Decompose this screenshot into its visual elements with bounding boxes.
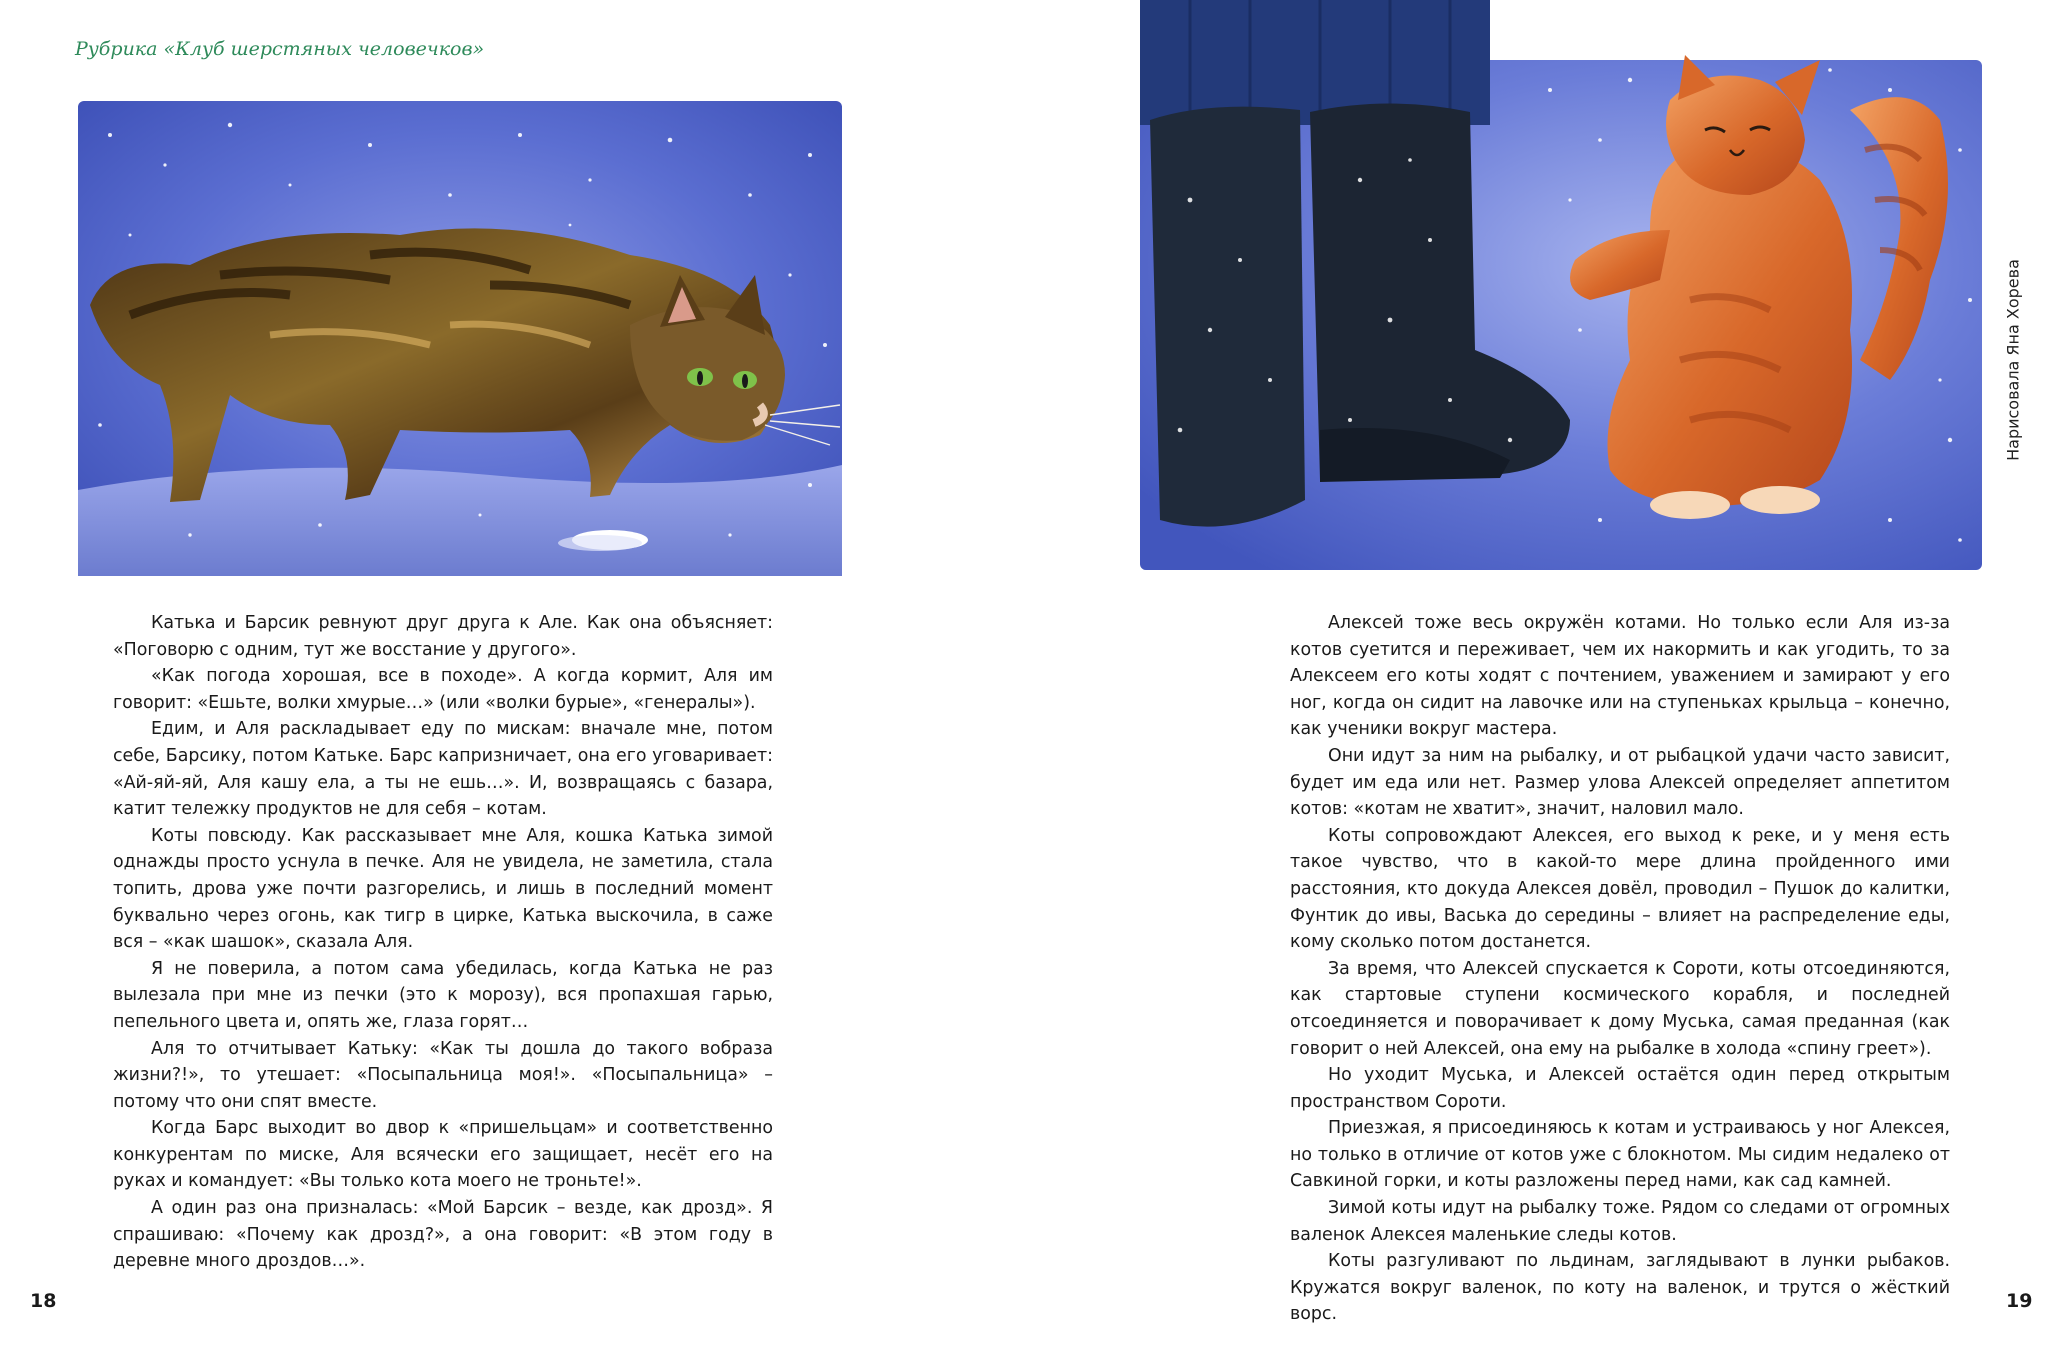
paragraph: А один раз она призналась: «Мой Барсик – везде, как дрозд». Я спрашиваю: «Почему как дрозд?», а она говорит: «В этом году в деревне много дроздов…». — [113, 1198, 773, 1272]
page-number-left: 18 — [30, 1290, 57, 1312]
paragraph: Когда Барс выходит во двор к «пришельцам» и соответственно конкурентам по миске, Аля всячески его защищает, несёт его на руках и командует: «Вы только кота моего не троньте!». — [113, 1118, 773, 1192]
left-text-column — [113, 610, 773, 1275]
right-text-column — [1290, 610, 1950, 1328]
rubric-heading: Рубрика «Клуб шерстяных человечков» — [75, 38, 485, 60]
paragraph: «Как погода хорошая, все в походе». А когда кормит, Аля им говорит: «Ешьте, волки хмурые…» (или «волки бурые», «генералы»). — [113, 666, 773, 713]
paragraph: Приезжая, я присоединяюсь к котам и устраиваюсь у ног Алексея, но только в отличие от котов уже с блокнотом. Мы сидим недалеко от Савкиной горки, и коты разложены перед нами, как сад камней. — [1290, 1118, 1950, 1192]
paragraph: Я не поверила, а потом сама убедилась, когда Катька не раз вылезала при мне из печки (это к морозу), вся пропахшая гарью, пепельного цвета и, опять же, глаза горят… — [113, 958, 773, 1032]
paragraph: За время, что Алексей спускается к Сороти, коты отсоединяются, как стартовые ступени космического корабля, и последней отсоединяется и поворачивает к дому Муська, самая преданная (как говорит о ней Алексей, она ему на рыбалке в холода «спину греет»). — [1290, 958, 1950, 1059]
paragraph: Но уходит Муська, и Алексей остаётся один перед открытым пространством Сороти. — [1290, 1065, 1950, 1112]
paragraph: Аля то отчитывает Катьку: «Как ты дошла до такого вобраза жизни?!», то утешает: «Посыпальница моя!». «Посыпальница» – потому что они спят вместе. — [113, 1038, 773, 1112]
paragraph: Катька и Барсик ревнуют друг друга к Але. Как она объясняет: «Поговорю с одним, тут же восстание у другого». — [113, 613, 773, 660]
paragraph: Коты повсюду. Как рассказывает мне Аля, кошка Катька зимой однажды просто уснула в печке. Аля не увидела, не заметила, стала топить, дрова уже почти разгорелись, и лишь в последний момент буквально через огонь, как тигр в цирке, Катька выскочила, в саже вся – «как шашок», сказала Аля. — [113, 825, 773, 953]
left-cat-illustration — [70, 95, 850, 580]
page-number-right: 19 — [2006, 1290, 2033, 1312]
paragraph: Коты сопровождают Алексея, его выход к реке, и у меня есть такое чувство, что в какой-то мере длина пройденного ими расстояния, кто докуда Алексея довёл, проводил – Пушок до калитки, Фунтик до ивы, Васька до середины – влияет на распределение еды, кому сколько потом достанется. — [1290, 825, 1950, 953]
paragraph: Алексей тоже весь окружён котами. Но только если Аля из-за котов суетится и переживает, чем их накормить и как угодить, то за Алексеем его коты ходят с почтением, уважением и замирают у его ног, когда он сидит на лавочке или на ступеньках крыльца – конечно, как ученики вокруг мастера. — [1290, 613, 1950, 740]
paragraph: Едим, и Аля раскладывает еду по мискам: вначале мне, потом себе, Барсику, потом Катьке. Барс капризничает, она его уговаривает: «Ай-яй-яй, Аля кашу ела, а ты не ешь…». И, возвращаясь с базара, катит тележку продуктов не для себя – котам. — [113, 719, 773, 820]
paragraph: Зимой коты идут на рыбалку тоже. Рядом со следами от огромных валенок Алексея маленькие следы котов. — [1290, 1198, 1950, 1245]
paragraph: Они идут за ним на рыбалку, и от рыбацкой удачи часто зависит, будет им еда или нет. Размер улова Алексей определяет аппетитом котов: «котам не хватит», значит, наловил мало. — [1290, 745, 1950, 820]
right-cat-illustration — [1130, 0, 1992, 580]
illustrator-credit: Нарисовала Яна Хорева — [2003, 259, 2023, 461]
paragraph: Коты разгуливают по льдинам, заглядывают в лунки рыбаков. Кружатся вокруг валенок, по коту на валенок, и трутся о жёсткий ворс. — [1290, 1251, 1950, 1325]
